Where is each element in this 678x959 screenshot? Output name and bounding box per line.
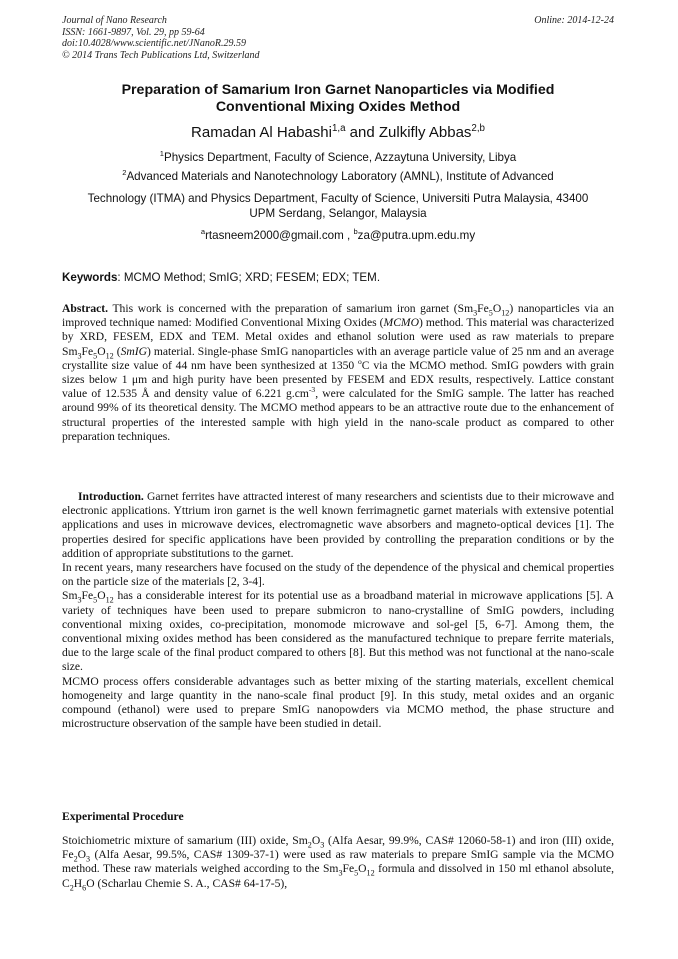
affiliation-2-sup: 2 xyxy=(122,168,127,178)
author-2-sup: 2,b xyxy=(471,123,485,134)
formula-sub: 5 xyxy=(93,595,98,605)
keywords-text: : MCMO Method; SmIG; XRD; FESEM; EDX; TEM. xyxy=(117,271,381,284)
intro-paragraph-1 xyxy=(62,490,614,561)
formula-sm: Sm xyxy=(62,589,78,603)
formula-sub: 3 xyxy=(86,854,91,864)
abstract-smig: SmIG xyxy=(120,344,147,358)
formula-h: H xyxy=(73,876,83,890)
intro-text-3: has a considerable interest for its potential use as a broadband material in microwave applications [5]. A variety of techniques have been used to prepare submicron to nano-crystalline of SmIG powders, including conventional mixing oxides, co-precipitation, monomode microwave and sol-gel [5, 6-7]. Among them, the conventional mixing oxides method has been considered as the manufactured technique to prepare ferrite materials, due to the large scale of the final product compared to others [8]. But this method was not functional at the nano-scale size. xyxy=(62,589,614,674)
formula-sub: 6 xyxy=(82,882,87,892)
formula-sub: 5 xyxy=(488,308,493,318)
exp-text-3: (Alfa Aesar, 99.5%, CAS# 1309-37-1) were used as raw materials to prepare SmIG sample via the MCMO method. These raw materials weighed according to the xyxy=(62,848,614,876)
degree-sup: o xyxy=(358,356,362,366)
formula-sub: 5 xyxy=(354,868,359,878)
author-list xyxy=(62,124,614,142)
email-separator: , xyxy=(343,229,354,242)
formula-sub: 12 xyxy=(105,350,114,360)
author-2: Zulkifly Abbas xyxy=(378,124,472,141)
abstract-text-3: ) method. This material was characterized by XRD, FESEM, EDX and TEM. Metal oxides and ethanol solution were used as raw materials to prepare Sm xyxy=(62,316,614,358)
formula-close: ) xyxy=(509,302,514,315)
email-a-sup: a xyxy=(200,227,206,237)
author-and: and xyxy=(345,124,379,141)
affiliation-2-line-1: Advanced Materials and Nanotechnology Laboratory (AMNL), Institute of Advanced xyxy=(126,170,554,183)
formula-sub: 3 xyxy=(77,350,82,360)
abstract-label: Abstract. xyxy=(62,302,109,315)
formula-sub: 3 xyxy=(77,595,82,605)
formula-sub: 2 xyxy=(73,854,78,864)
intro-paragraph-3 xyxy=(62,589,614,674)
abstract-text-6: C via the MCMO method. SmIG powders with grain sizes below 1 μm and high purity have been presented by FESEM and EDX results, respectively. Lattice constant value of 12.535 Å and density value of 6.221 g.cm xyxy=(62,358,614,401)
formula-fe: Fe xyxy=(81,589,94,603)
formula-o: O xyxy=(97,344,106,358)
formula-sub: 12 xyxy=(105,595,114,605)
intro-label: Introduction. xyxy=(78,490,144,503)
abstract-paragraph xyxy=(62,302,614,444)
formula-sub: 2 xyxy=(69,882,74,892)
abstract-text-7: , were calculated for the SmIG sample. The latter has reached around 99% of its theoretical density. The MCMO method appears to be an attractive route due to the enhancement of structural properties of the interested sample with high yield in the nano-scale product as compared to other preparation techniques. xyxy=(62,387,614,443)
formula-o: O xyxy=(311,834,321,847)
intro-paragraph-4: MCMO process offers considerable advantages such as better mixing of the starting materials, excellent chemical homogeneity and large quantity in the nano-scale final product [9]. In this study, metal oxides and an organic compound (ethanol) were used to prepare SmIG nanopowders via MCMO method, the phase structure and microstructure observation of the sample have been studied in detail. xyxy=(62,674,614,731)
formula-sub: 5 xyxy=(93,350,98,360)
formula-sub: 3 xyxy=(338,868,343,878)
exp-text-2: (Alfa Aesar, 99.9%, CAS# 12060-58-1) and iron (III) oxide, Fe xyxy=(62,834,614,862)
formula-o: O xyxy=(86,876,95,890)
formula-sub: 12 xyxy=(366,868,375,878)
formula-sub: 12 xyxy=(501,308,510,318)
experimental-section xyxy=(62,834,614,891)
online-date: Online: 2014-12-24 xyxy=(534,15,614,26)
abstract-text-1: This work is concerned with the preparation of samarium iron garnet (Sm xyxy=(108,302,474,315)
affiliation-2-cont xyxy=(62,191,614,221)
author-emails xyxy=(62,228,614,243)
keywords-label: Keywords xyxy=(62,271,118,284)
formula-fe: Fe xyxy=(81,344,94,358)
title-line-2: Conventional Mixing Oxides Method xyxy=(215,99,461,115)
exp-text-1: Stoichiometric mixture of samarium (III) oxide, Sm xyxy=(62,834,308,847)
formula-o: O xyxy=(492,302,502,315)
journal-header xyxy=(62,15,260,61)
email-b-sup: b xyxy=(353,227,358,237)
formula-sub: 2 xyxy=(307,840,312,850)
email-b: za@putra.upm.edu.my xyxy=(357,229,476,242)
formula-sub: 3 xyxy=(473,308,478,318)
affiliation-2 xyxy=(62,169,614,184)
formula-o: O xyxy=(77,848,87,862)
journal-issn: ISSN: 1661-9897, Vol. 29, pp 59-64 xyxy=(62,26,205,38)
author-1-sup: 1,a xyxy=(331,123,346,134)
intro-paragraph-2: In recent years, many researchers have focused on the study of the dependence of the physical and chemical properties on the particle size of the materials [2, 3-4]. xyxy=(62,561,614,589)
exp-text-5: (Scharlau Chemie S. A., CAS# 64-17-5), xyxy=(94,876,288,890)
formula-fe: Fe xyxy=(342,862,355,876)
intro-text-1: Garnet ferrites have attracted interest of many researchers and scientists due to their microwave and electronic applications. Yttrium iron garnet is the well known ferrimagnetic garnet materials with extensive potential applications and uses in microwave devices, electromagnetic wave absorbers and magneto-optical devices [1]. The properties desired for specific applications have been provided by controlling the preparation conditions or by the addition of appropriate substitutions to the garnet. xyxy=(62,490,614,560)
formula-o: O xyxy=(358,862,367,876)
formula-sm: Sm xyxy=(322,862,339,876)
abstract-text-4: ( xyxy=(113,344,121,358)
introduction-section xyxy=(62,490,614,731)
formula-fe: Fe xyxy=(477,302,489,315)
journal-copyright: © 2014 Trans Tech Publications Ltd, Switzerland xyxy=(62,49,260,61)
title-line-1: Preparation of Samarium Iron Garnet Nanoparticles via Modified xyxy=(121,82,555,98)
affiliation-2-line-3: UPM Serdang, Selangor, Malaysia xyxy=(249,207,427,220)
author-1: Ramadan Al Habashi xyxy=(191,124,332,141)
journal-doi: doi:10.4028/www.scientific.net/JNanoR.29.59 xyxy=(62,38,246,49)
exp-text-4: formula and dissolved in 150 ml ethanol absolute, C xyxy=(62,862,614,890)
abstract xyxy=(62,302,614,444)
email-a: rtasneem2000@gmail.com xyxy=(205,229,344,242)
experimental-paragraph xyxy=(62,834,614,891)
abstract-text-2: nanoparticles via an improved technique named: Modified Conventional Mixing Oxides ( xyxy=(62,302,614,330)
affiliation-2-line-2: Technology (ITMA) and Physics Department, Faculty of Science, Universiti Putra Malaysia, 43400 xyxy=(87,192,589,205)
affiliation-1 xyxy=(62,150,614,165)
paper-title xyxy=(62,82,614,116)
formula-o: O xyxy=(97,589,106,603)
experimental-heading: Experimental Procedure xyxy=(62,810,184,823)
affiliation-1-text: Physics Department, Faculty of Science, Azzaytuna University, Libya xyxy=(163,151,517,164)
keywords xyxy=(62,271,614,284)
affiliation-1-sup: 1 xyxy=(159,149,164,159)
density-exponent: -3 xyxy=(308,385,316,395)
abstract-mcmo: MCMO xyxy=(383,316,419,330)
journal-name: Journal of Nano Research xyxy=(62,15,167,26)
formula-sub: 3 xyxy=(320,840,325,850)
abstract-text-5: ) material. Single-phase SmIG nanoparticles with an average particle value of 25 nm and an average crystallite size value of 44 nm have been synthesized at 1350 xyxy=(62,344,614,372)
